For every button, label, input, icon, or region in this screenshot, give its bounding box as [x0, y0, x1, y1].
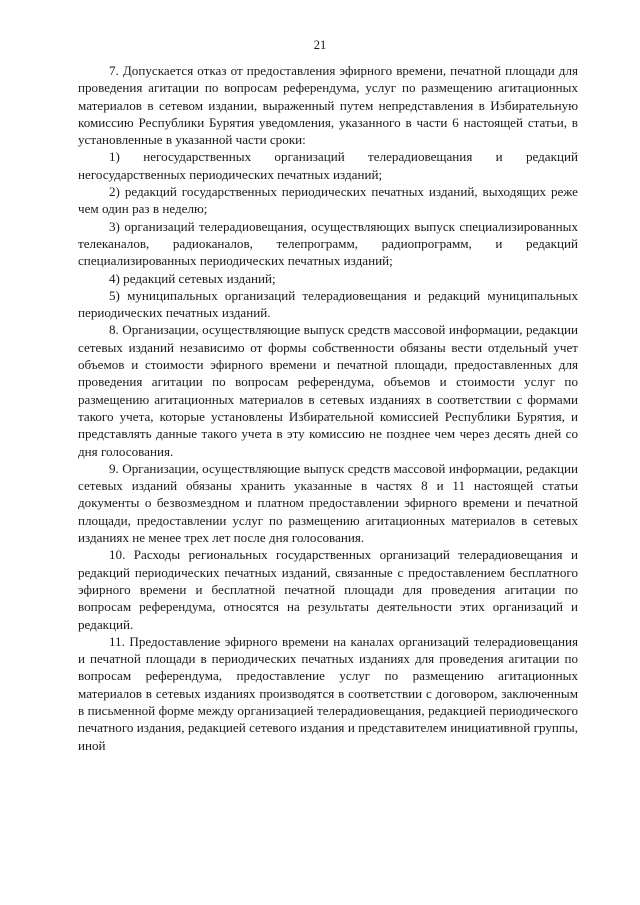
paragraph-7: 7. Допускается отказ от предоставления эфирного времени, печатной площади для проведения агитации по вопросам референдума, услуг по размещению агитационных материалов в сетевом издании, выраженный путем непредставления в Избирательную комиссию Республики Бурятия уведомления, указанного в части 6 настоящей статьи, в установленные в указанной части сроки:	[78, 63, 578, 148]
list-item-4: 4) редакций сетевых изданий;	[109, 270, 276, 286]
paragraph-9: 9. Организации, осуществляющие выпуск средств массовой информации, редакции сетевых изданий обязаны хранить указанные в частях 8 и 11 настоящей статьи документы о безвозмездном и платном предоставлении эфирного времени и печатной площади, предоставлении услуг по размещению агитационных материалов в сетевых изданиях не менее трех лет после дня голосования.	[78, 460, 578, 546]
list-item-5: 5) муниципальных организаций телерадиовещания и редакций муниципальных периодических печатных изданий.	[78, 287, 578, 321]
document-body	[78, 62, 578, 754]
paragraph-11: 11. Предоставление эфирного времени на каналах организаций телерадиовещания и печатной площади в периодических печатных изданиях для проведения агитации по вопросам референдума, предоставление услуг по размещению агитационных материалов в сетевых изданиях производятся в соответствии с договором, заключенным в письменной форме между организацией телерадиовещания, редакцией периодического печатного издания, редакцией сетевого издания и представителем инициативной группы, иной	[78, 633, 578, 753]
list-item-2: 2) редакций государственных периодических печатных изданий, выходящих реже чем один раз в неделю;	[78, 184, 578, 217]
list-item-1: 1) негосударственных организаций телерадиовещания и редакций негосударственных периодических печатных изданий;	[78, 149, 578, 182]
page-number: 21	[313, 38, 327, 52]
paragraph-8: 8. Организации, осуществляющие выпуск средств массовой информации, редакции сетевых изданий независимо от формы собственности обязаны вести отдельный учет объемов и стоимости эфирного времени и печатной площади, предоставленных для проведения агитации по вопросам референдума, объемов и стоимости услуг по размещению агитационных материалов в сетевых изданиях в соответствии с формами такого учета, которые установлены Избирательной комиссией Республики Бурятия, и представлять данные такого учета в эту комиссию не позднее чем через десять дней со дня голосования.	[78, 322, 578, 459]
paragraph-10: 10. Расходы региональных государственных организаций телерадиовещания и редакций периодических печатных изданий, связанные с предоставлением бесплатного эфирного времени и бесплатной печатной площади для проведения агитации по вопросам референдума, относятся на результаты деятельности этих организаций и редакций.	[78, 547, 578, 632]
list-item-3: 3) организаций телерадиовещания, осуществляющих выпуск специализированных телеканалов, радиоканалов, телепрограмм, радиопрограмм, и редакций специализированных периодических печатных изданий;	[78, 218, 578, 269]
